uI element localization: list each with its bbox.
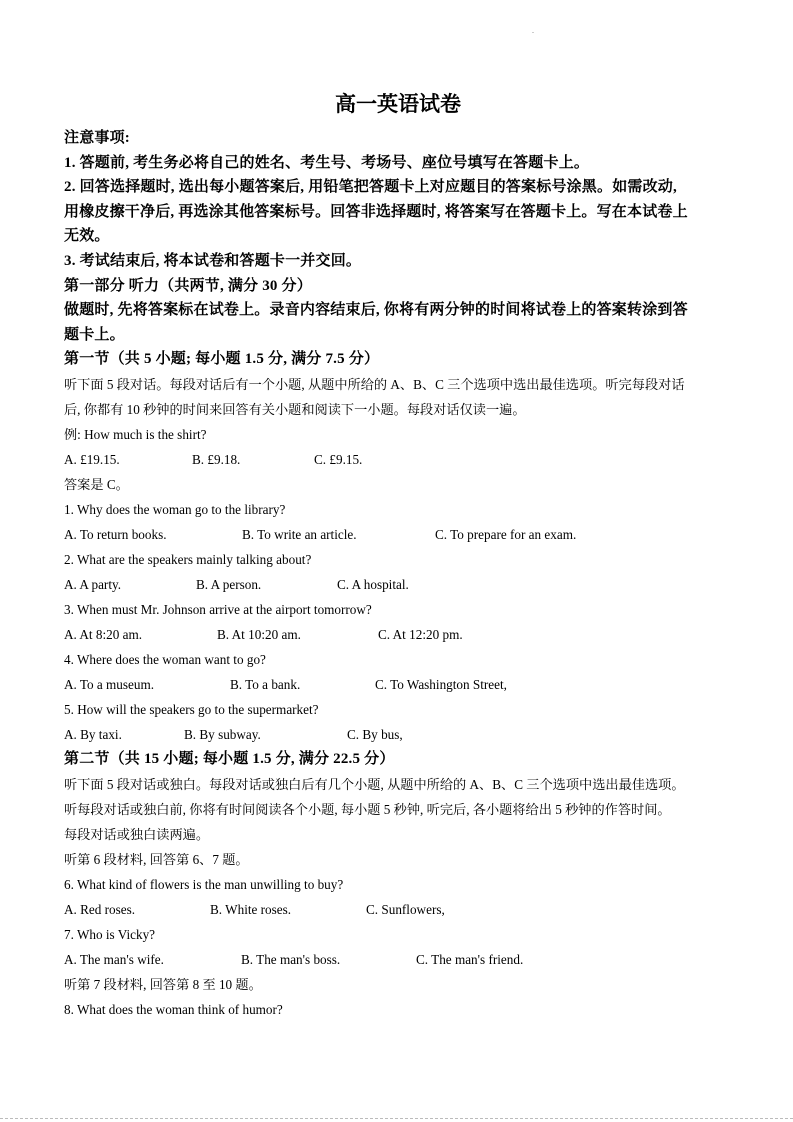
question-2-options <box>64 572 732 597</box>
question-4: 4. Where does the woman want to go? <box>64 651 266 667</box>
notice-item-1: 1. 答题前, 考生务必将自己的姓名、考生号、考场号、座位号填写在答题卡上。 <box>64 154 590 171</box>
question-3-options <box>64 622 732 647</box>
option-c: C. To prepare for an exam. <box>435 526 577 542</box>
example-answer: 答案是 C。 <box>64 476 129 492</box>
question-5: 5. How will the speakers go to the supermarket? <box>64 701 319 717</box>
question-6: 6. What kind of flowers is the man unwilling to buy? <box>64 876 344 892</box>
option-c: C. Sunflowers, <box>366 901 445 917</box>
question-6-options <box>64 897 732 922</box>
page-title: 高一英语试卷 <box>335 92 461 116</box>
question-1: 1. Why does the woman go to the library? <box>64 501 286 517</box>
question-5-options <box>64 722 732 747</box>
question-7-options <box>64 947 732 972</box>
option-b: B. To a bank. <box>230 676 301 692</box>
option-a: A. Red roses. <box>64 901 136 917</box>
section2-instruction-line-2: 听每段对话或独白前, 你将有时间阅读各个小题, 每小题 5 秒钟, 听完后, 各小题将给出 5 秒钟的作答时间。 <box>64 801 671 817</box>
part1-instruction-line-1: 做题时, 先将答案标在试卷上。录音内容结束后, 你将有两分钟的时间将试卷上的答案转涂到答 <box>64 302 688 319</box>
option-c: C. By bus, <box>347 726 403 742</box>
option-c: C. To Washington Street, <box>375 676 507 692</box>
option-c: C. A hospital. <box>337 576 409 592</box>
section1-heading: 第一节（共 5 小题; 每小题 1.5 分, 满分 7.5 分） <box>64 351 380 368</box>
option-b: B. At 10:20 am. <box>217 626 301 642</box>
option-b: B. The man's boss. <box>241 951 341 967</box>
material-6-label: 听第 6 段材料, 回答第 6、7 题。 <box>64 851 249 867</box>
option-b: B. By subway. <box>184 726 261 742</box>
option-b: B. White roses. <box>210 901 292 917</box>
option-b: B. A person. <box>196 576 262 592</box>
material-7-label: 听第 7 段材料, 回答第 8 至 10 题。 <box>64 976 262 992</box>
section2-instruction-line-1: 听下面 5 段对话或独白。每段对话或独白后有几个小题, 从题中所给的 A、B、C 三个选项中选出最佳选项。 <box>64 776 685 792</box>
page-bottom-rule <box>0 1118 793 1119</box>
section2-instruction-line-3: 每段对话或独白读两遍。 <box>64 826 210 842</box>
notice-heading: 注意事项: <box>64 130 130 146</box>
notice-item-2-line-2: 用橡皮擦干净后, 再选涂其他答案标号。回答非选择题时, 将答案写在答题卡上。写在本试卷上 <box>64 203 688 220</box>
option-a: A. £19.15. <box>64 451 120 467</box>
exam-page <box>64 90 732 1022</box>
question-2: 2. What are the speakers mainly talking about? <box>64 551 312 567</box>
example-options <box>64 447 732 472</box>
option-c: C. £9.15. <box>314 451 363 467</box>
notice-item-2-line-1: 2. 回答选择题时, 选出每小题答案后, 用铅笔把答题卡上对应题目的答案标号涂黑。如需改动, <box>64 179 677 196</box>
notice-item-2-line-3: 无效。 <box>64 228 110 245</box>
option-c: C. At 12:20 pm. <box>378 626 463 642</box>
scan-mark <box>532 32 534 33</box>
section1-instruction-line-1: 听下面 5 段对话。每段对话后有一个小题, 从题中所给的 A、B、C 三个选项中选出最佳选项。听完每段对话 <box>64 376 685 392</box>
section1-instruction-line-2: 后, 你都有 10 秒钟的时间来回答有关小题和阅读下一小题。每段对话仅读一遍。 <box>64 401 526 417</box>
section2-heading: 第二节（共 15 小题; 每小题 1.5 分, 满分 22.5 分） <box>64 750 395 767</box>
example-question: 例: How much is the shirt? <box>64 426 207 442</box>
question-3: 3. When must Mr. Johnson arrive at the airport tomorrow? <box>64 601 372 617</box>
notice-item-3: 3. 考试结束后, 将本试卷和答题卡一并交回。 <box>64 252 362 269</box>
option-a: A. The man's wife. <box>64 951 164 967</box>
option-c: C. The man's friend. <box>416 951 524 967</box>
question-8: 8. What does the woman think of humor? <box>64 1001 283 1017</box>
option-b: B. £9.18. <box>192 451 241 467</box>
option-b: B. To write an article. <box>242 526 357 542</box>
option-a: A. A party. <box>64 576 122 592</box>
question-4-options <box>64 672 732 697</box>
part1-instruction-line-2: 题卡上。 <box>64 326 125 343</box>
option-a: A. To a museum. <box>64 676 155 692</box>
option-a: A. At 8:20 am. <box>64 626 143 642</box>
option-a: A. To return books. <box>64 526 167 542</box>
question-1-options <box>64 522 732 547</box>
option-a: A. By taxi. <box>64 726 122 742</box>
part1-heading: 第一部分 听力（共两节, 满分 30 分） <box>64 277 312 294</box>
question-7: 7. Who is Vicky? <box>64 926 156 942</box>
